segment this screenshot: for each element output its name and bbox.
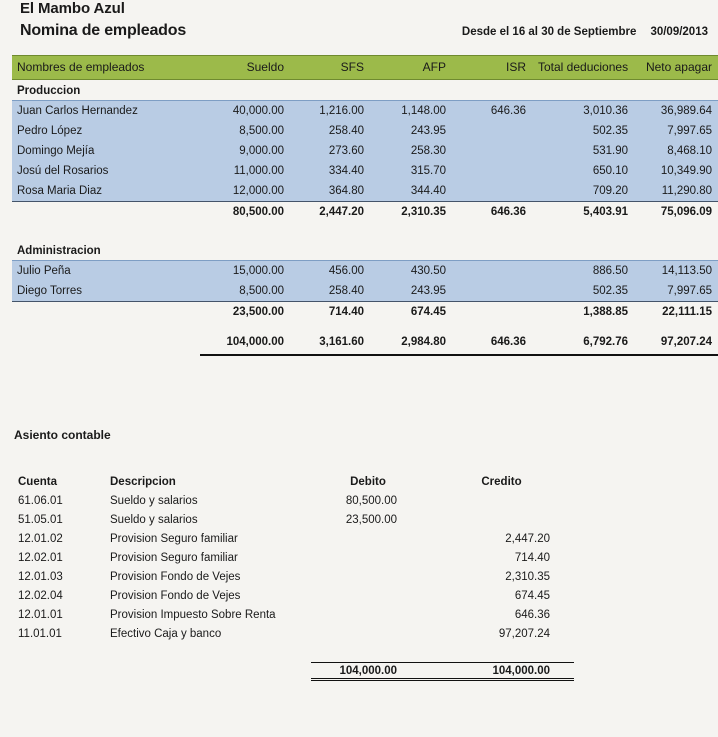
cell-credito	[439, 492, 574, 511]
column-header-cuenta: Cuenta	[18, 476, 57, 488]
column-header-afp: AFP	[370, 56, 452, 80]
report-date: 30/09/2013	[650, 26, 708, 38]
cell-sueldo: 8,500.00	[200, 121, 290, 141]
subtotal-row-produccion	[12, 202, 718, 224]
cell-cuenta: 12.01.01	[18, 609, 63, 621]
cell-deducciones: 502.35	[532, 121, 634, 141]
employee-name: Diego Torres	[12, 281, 200, 302]
cell-neto: 11,290.80	[634, 181, 718, 202]
column-header-neto-a-pagar: Neto apagar	[634, 56, 718, 80]
cell-cuenta: 12.02.01	[18, 552, 63, 564]
grand-total-deducciones: 6,792.76	[532, 332, 634, 355]
cell-deducciones: 531.90	[532, 141, 634, 161]
cell-cuenta: 12.02.04	[18, 590, 63, 602]
cell-isr	[452, 281, 532, 302]
payroll-header-row	[12, 56, 718, 80]
cell-deducciones: 886.50	[532, 261, 634, 282]
journal-total-debito: 104,000.00	[311, 663, 439, 680]
cell-afp: 430.50	[370, 261, 452, 282]
journal-total-cuenta	[14, 663, 106, 680]
table-row[interactable]	[14, 587, 574, 606]
section-label: Administracion	[17, 245, 101, 257]
cell-deducciones: 709.20	[532, 181, 634, 202]
cell-sfs: 258.40	[290, 121, 370, 141]
section-spacer	[12, 223, 718, 240]
cell-afp: 243.95	[370, 121, 452, 141]
cell-afp: 258.30	[370, 141, 452, 161]
cell-descripcion: Provision Fondo de Vejes	[110, 590, 241, 602]
subtotal-label	[12, 202, 200, 224]
cell-descripcion: Provision Seguro familiar	[110, 552, 238, 564]
journal-header-row	[14, 474, 574, 492]
cell-descripcion: Sueldo y salarios	[110, 495, 198, 507]
column-header-sfs: SFS	[290, 56, 370, 80]
employee-name: Domingo Mejía	[12, 141, 200, 161]
cell-debito	[311, 606, 439, 625]
cell-isr	[452, 261, 532, 282]
employee-name: Josú del Rosarios	[12, 161, 200, 181]
grandtotal-spacer	[12, 323, 718, 332]
cell-afp: 315.70	[370, 161, 452, 181]
cell-isr	[452, 141, 532, 161]
company-name: El Mambo Azul	[20, 0, 125, 17]
grand-total-label	[12, 332, 200, 355]
journal-spacer	[14, 644, 574, 663]
cell-descripcion: Provision Seguro familiar	[110, 533, 238, 545]
subtotal-afp: 2,310.35	[401, 206, 446, 218]
subtotal-afp: 674.45	[410, 306, 446, 318]
column-header-descripcion: Descripcion	[110, 476, 176, 488]
cell-sfs: 258.40	[290, 281, 370, 302]
cell-isr	[452, 121, 532, 141]
cell-deducciones: 650.10	[532, 161, 634, 181]
cell-isr	[452, 181, 532, 202]
cell-debito: 23,500.00	[345, 514, 397, 526]
cell-neto: 7,997.65	[634, 281, 718, 302]
cell-afp: 344.40	[370, 181, 452, 202]
cell-sfs: 456.00	[290, 261, 370, 282]
grand-total-sfs: 3,161.60	[290, 332, 370, 355]
journal-total-descripcion	[106, 663, 311, 680]
table-row[interactable]	[12, 141, 718, 161]
cell-credito: 674.45	[514, 590, 550, 602]
table-row[interactable]	[14, 530, 574, 549]
cell-sueldo: 11,000.00	[200, 161, 290, 181]
cell-descripcion: Provision Fondo de Vejes	[110, 571, 241, 583]
table-row[interactable]	[14, 549, 574, 568]
subtotal-sueldo: 23,500.00	[232, 306, 284, 318]
journal-totals-row	[14, 663, 574, 680]
cell-cuenta: 11.01.01	[18, 628, 62, 640]
column-header-sueldo: Sueldo	[200, 56, 290, 80]
subtotal-label	[12, 302, 200, 324]
employee-name: Julio Peña	[12, 261, 200, 282]
column-header-total-deducciones: Total deduciones	[532, 56, 634, 80]
cell-descripcion: Efectivo Caja y banco	[110, 628, 222, 640]
payroll-table	[12, 55, 718, 356]
cell-cuenta: 51.05.01	[18, 514, 63, 526]
journal-entry-table	[14, 474, 574, 681]
cell-sfs: 273.60	[290, 141, 370, 161]
subtotal-row-administracion	[12, 302, 718, 324]
cell-debito	[311, 568, 439, 587]
cell-credito: 646.36	[514, 609, 550, 621]
cell-deducciones: 502.35	[532, 281, 634, 302]
cell-cuenta: 61.06.01	[18, 495, 63, 507]
cell-debito	[311, 587, 439, 606]
cell-deducciones: 3,010.36	[532, 101, 634, 122]
grand-total-neto: 97,207.24	[634, 332, 718, 355]
page-title: Nomina de empleados	[20, 22, 187, 39]
section-label: Produccion	[17, 85, 81, 97]
subtotal-sueldo: 80,500.00	[232, 206, 284, 218]
cell-neto: 10,349.90	[634, 161, 718, 181]
cell-sueldo: 15,000.00	[200, 261, 290, 282]
period-block	[462, 26, 710, 38]
subtotal-isr	[452, 302, 532, 324]
cell-debito: 80,500.00	[345, 495, 397, 507]
cell-sueldo: 8,500.00	[200, 281, 290, 302]
cell-sfs: 334.40	[290, 161, 370, 181]
journal-total-credito: 104,000.00	[439, 663, 574, 680]
cell-credito	[439, 511, 574, 530]
subtotal-isr: 646.36	[490, 206, 526, 218]
table-row[interactable]	[12, 261, 718, 282]
cell-debito	[311, 625, 439, 644]
table-row[interactable]	[12, 121, 718, 141]
column-header-employee-names: Nombres de empleados	[12, 56, 200, 80]
cell-descripcion: Provision Impuesto Sobre Renta	[110, 609, 276, 621]
cell-sueldo: 9,000.00	[200, 141, 290, 161]
table-row[interactable]	[14, 492, 574, 511]
cell-sueldo: 12,000.00	[200, 181, 290, 202]
section-header-administracion	[12, 240, 718, 261]
cell-sfs: 364.80	[290, 181, 370, 202]
title-period-row	[20, 21, 710, 41]
cell-cuenta: 12.01.02	[18, 533, 63, 545]
cell-sueldo: 40,000.00	[200, 101, 290, 122]
journal-table-body	[14, 492, 574, 663]
cell-credito: 2,447.20	[505, 533, 550, 545]
table-row[interactable]	[12, 281, 718, 302]
subtotal-sfs: 714.40	[328, 306, 364, 318]
cell-cuenta: 12.01.03	[18, 571, 63, 583]
cell-credito: 97,207.24	[498, 628, 550, 640]
cell-neto: 14,113.50	[634, 261, 718, 282]
payroll-table-body	[12, 80, 718, 356]
cell-neto: 36,989.64	[634, 101, 718, 122]
cell-debito	[311, 530, 439, 549]
grand-total-isr: 646.36	[452, 332, 532, 355]
table-row[interactable]	[12, 161, 718, 181]
grand-total-afp: 2,984.80	[370, 332, 452, 355]
table-row[interactable]	[14, 568, 574, 587]
grand-total-sueldo: 104,000.00	[200, 332, 290, 355]
cell-descripcion: Sueldo y salarios	[110, 514, 198, 526]
cell-credito: 714.40	[514, 552, 550, 564]
cell-neto: 8,468.10	[634, 141, 718, 161]
table-row[interactable]	[14, 606, 574, 625]
subtotal-sfs: 2,447.20	[319, 206, 364, 218]
table-row[interactable]	[14, 625, 574, 644]
subtotal-deducciones: 1,388.85	[583, 306, 628, 318]
subtotal-neto: 75,096.09	[660, 206, 712, 218]
cell-sfs: 1,216.00	[290, 101, 370, 122]
payroll-table-header	[12, 56, 718, 80]
employee-name: Pedro López	[12, 121, 200, 141]
cell-credito: 2,310.35	[505, 571, 550, 583]
cell-afp: 1,148.00	[370, 101, 452, 122]
table-row[interactable]	[14, 511, 574, 530]
table-row[interactable]	[12, 181, 718, 202]
journal-table-header	[14, 474, 574, 492]
employee-name: Juan Carlos Hernandez	[12, 101, 200, 122]
document-header	[0, 0, 718, 41]
column-header-credito: Credito	[481, 476, 522, 488]
cell-neto: 7,997.65	[634, 121, 718, 141]
period-range: Desde el 16 al 30 de Septiembre	[461, 26, 637, 38]
column-header-isr: ISR	[452, 56, 532, 80]
subtotal-neto: 22,111.15	[662, 306, 712, 318]
cell-debito	[311, 549, 439, 568]
employee-name: Rosa Maria Diaz	[12, 181, 200, 202]
subtotal-deducciones: 5,403.91	[583, 206, 628, 218]
cell-isr: 646.36	[452, 101, 532, 122]
cell-afp: 243.95	[370, 281, 452, 302]
asiento-contable-title: Asiento contable	[14, 428, 111, 442]
table-row[interactable]	[12, 101, 718, 122]
cell-isr	[452, 161, 532, 181]
column-header-debito: Debito	[350, 476, 386, 488]
section-header-produccion	[12, 80, 718, 101]
grand-total-row	[12, 332, 718, 355]
